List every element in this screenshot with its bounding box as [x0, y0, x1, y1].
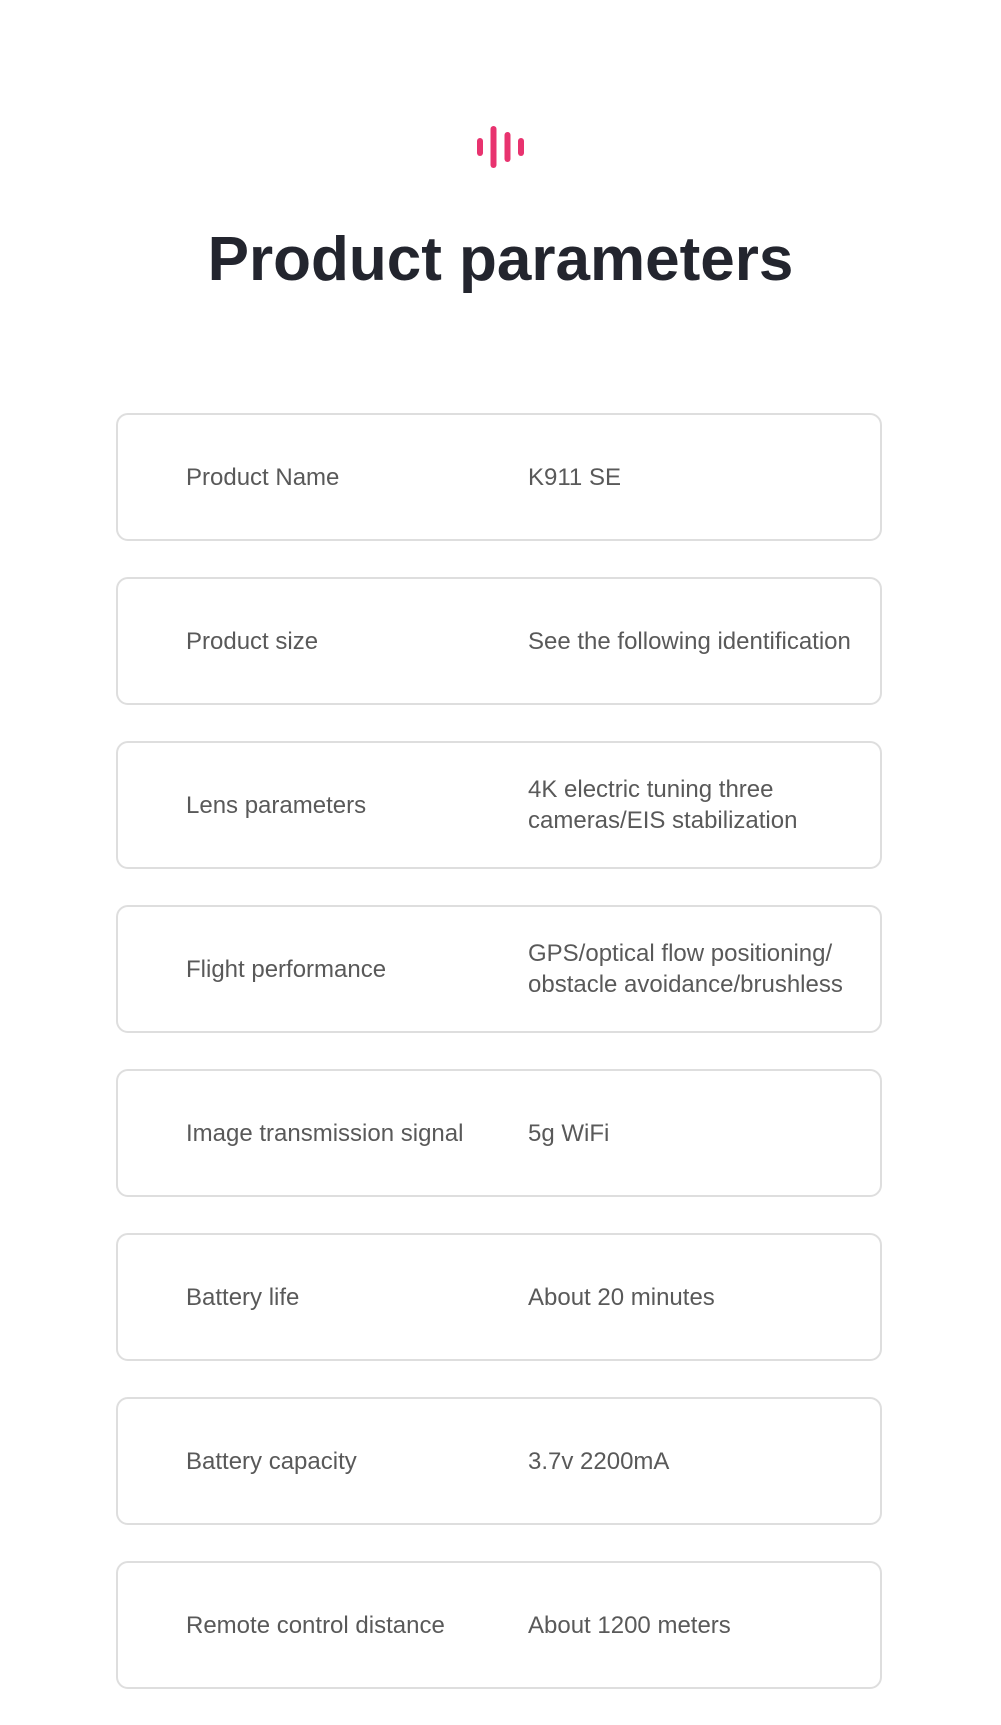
param-label: Remote control distance [186, 1611, 445, 1639]
param-value: K911 SE [528, 463, 621, 491]
param-card-remote-control-distance [116, 1561, 882, 1689]
param-card-product-size [116, 577, 882, 705]
param-label: Product size [186, 627, 319, 655]
param-label: Image transmission signal [186, 1119, 464, 1147]
param-value: GPS/optical flow positioning/ obstacle avoidance/brushless [528, 940, 843, 998]
param-value: 5g WiFi [528, 1119, 610, 1147]
param-value: 3.7v 2200mA [528, 1447, 670, 1475]
param-card-battery-capacity [116, 1397, 882, 1525]
sound-wave-icon [475, 124, 527, 170]
param-label: Product Name [186, 463, 340, 491]
param-label: Lens parameters [186, 791, 367, 819]
param-card-lens-parameters [116, 741, 882, 869]
parameter-list [116, 413, 882, 1725]
param-label: Battery life [186, 1283, 300, 1311]
param-card-flight-performance [116, 905, 882, 1033]
page-title: Product parameters [207, 225, 794, 294]
param-value: See the following identification [528, 627, 851, 655]
param-card-battery-life [116, 1233, 882, 1361]
param-card-product-name [116, 413, 882, 541]
param-value: 4K electric tuning three cameras/EIS stabilization [528, 776, 798, 834]
param-value: About 1200 meters [528, 1611, 731, 1639]
param-card-image-transmission-signal [116, 1069, 882, 1197]
param-label: Battery capacity [186, 1447, 357, 1475]
param-label: Flight performance [186, 955, 387, 983]
param-value: About 20 minutes [528, 1283, 715, 1311]
